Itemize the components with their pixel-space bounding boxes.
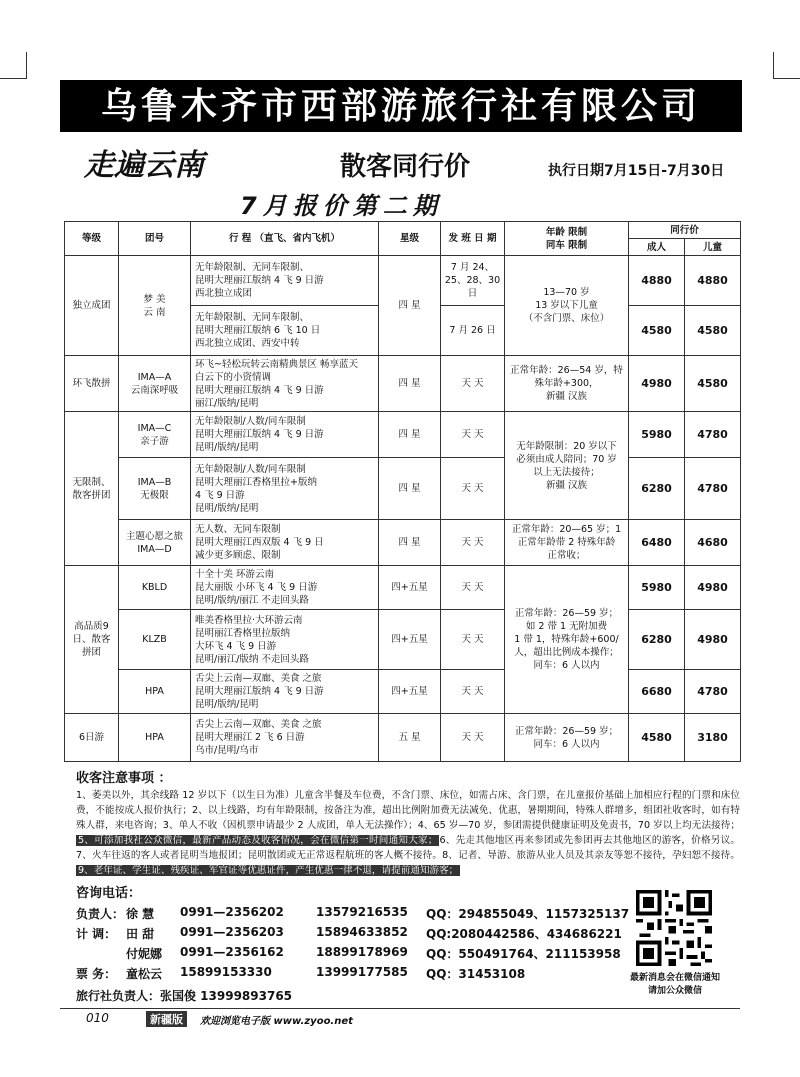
execution-date: 执行日期7月15日-7月30日 [548, 163, 725, 179]
age-cell: 正常年龄：26—54 岁，特 殊年龄+300， 新疆 汉族 [505, 356, 629, 412]
group-cell: IMA—A 云南深呼吸 [119, 356, 191, 412]
footer-slogan: 欢迎浏览电子版 www.zyoo.net [200, 1016, 353, 1027]
company-banner: 乌鲁木齐市西部游旅行社有限公司 [60, 80, 742, 132]
issue-title: 7月报价第二期 [240, 192, 443, 220]
adult-price: 5980 [629, 412, 685, 458]
header-adult: 成人 [629, 239, 685, 256]
route-cell: 十全十美 环游云南 昆大丽版 小环飞 4 飞 9 日游 昆明/版纳/丽江 不走回头路 [191, 566, 379, 610]
table-row [65, 356, 741, 412]
group-cell: HPA [119, 714, 191, 762]
contact-row: 计 调： 田 甜 0991—2356203 15894633852 QQ:2080442586、434686221 [76, 925, 622, 941]
star-cell: 四 星 [379, 520, 441, 566]
depart-cell: 天 天 [441, 670, 505, 714]
contact-title: 咨询电话： [76, 886, 142, 901]
grade-cell: 无限制、散客拼团 [65, 412, 119, 566]
adult-price: 6480 [629, 520, 685, 566]
crop-mark-right [773, 52, 800, 79]
child-price: 4880 [685, 256, 741, 306]
header-star: 星级 [379, 222, 441, 256]
table-row [65, 566, 741, 610]
notes-body: 1、萎美以外，其余线路 12 岁以下（以生日为准）儿童含半餐及车位费，不含门票、床位，如需占床、含门票，在儿童报价基础上加相应行程的门票和床位费，不能按成人报价执行；2、以上线路，均有年龄限制，按备注为准，超出比例附加费无法减免、优惠，暑期期间，特殊人群增多，组团社收客时，如有特殊人群，来电咨询；3、单人不收（因机票申请最少 2 人成团，单人无法操作）；4、65 岁—70 岁，参团需提供健康证明及免责书，70 岁以上均无法接待；5、可添加我社公众微信，最新产品动态及收客情况，会在微信第一时间通知大家； 6、先走其他地区再来参团或先参团再去其他地区的游客，价格另议。7、火车往返的客人或者昆明当地报团；昆明散团或无正常返程航班的客人概不接待。8、记者、导游、旅游从业人员及其亲友等恕不接待，孕妇恕不接待。9、老年证、学生证、残疾证、军官证等优惠证件，产生优惠一律不退，请提前通知游客； [76, 790, 741, 876]
group-cell: 梦 美 云 南 [119, 256, 191, 356]
table-row [65, 520, 741, 566]
header-route: 行 程 （直飞、省内飞机） [191, 222, 379, 256]
depart-cell: 天 天 [441, 714, 505, 762]
depart-cell: 天 天 [441, 520, 505, 566]
child-price: 4580 [685, 356, 741, 412]
route-cell: 无年龄限制/人数/同车限制 昆明大理丽江版纳 4 飞 9 日游 昆明/版纳/昆明 [191, 412, 379, 458]
header-group: 团号 [119, 222, 191, 256]
adult-price: 4580 [629, 306, 685, 356]
agency-leader: 旅行社负责人：张国俊 13999893765 [76, 989, 293, 1003]
group-cell: KBLD [119, 566, 191, 610]
depart-cell: 天 天 [441, 566, 505, 610]
route-cell: 无人数、无同车限制 昆明大理丽江西双版 4 飞 9 日 减少更多顾虑、限制 [191, 520, 379, 566]
adult-price: 4880 [629, 256, 685, 306]
adult-price: 6280 [629, 610, 685, 670]
grade-cell: 高品质9日、散客拼团 [65, 566, 119, 714]
table-row [65, 610, 741, 670]
adult-price: 6280 [629, 458, 685, 520]
child-price: 3180 [685, 714, 741, 762]
header-child: 儿童 [685, 239, 741, 256]
child-price: 4780 [685, 412, 741, 458]
route-cell: 舌尖上云南—双廊、美食 之旅 昆明大理丽江 2 飞 6 日游 乌市/昆明/乌市 [191, 714, 379, 762]
star-cell: 四 星 [379, 458, 441, 520]
page-footer [60, 1008, 740, 1027]
header-price: 同行价 [629, 222, 741, 239]
header-age: 年龄 限制 同车 限制 [505, 222, 629, 256]
grade-cell: 环飞散拼 [65, 356, 119, 412]
route-cell: 舌尖上云南—双廊、美食 之旅 昆明大理丽江版纳 4 飞 9 日游 昆明/版纳/昆明 [191, 670, 379, 714]
table-row [65, 458, 741, 520]
group-cell: KLZB [119, 610, 191, 670]
page-title: 走遍云南 [84, 148, 204, 183]
header-depart: 发 班 日 期 [441, 222, 505, 256]
star-cell: 四+五星 [379, 670, 441, 714]
adult-price: 4980 [629, 356, 685, 412]
route-cell: 无年龄限制、无同车限制、 昆明大理丽江版纳 6 飞 10 日 西北独立成团、西安中转 [191, 306, 379, 356]
adult-price: 5980 [629, 566, 685, 610]
notes-highlight: 9、老年证、学生证、残疾证、军官证等优惠证件，产生优惠一律不退，请提前通知游客； [78, 865, 459, 876]
star-cell: 五 星 [379, 714, 441, 762]
depart-cell: 天 天 [441, 412, 505, 458]
header-grade: 等级 [65, 222, 119, 256]
group-cell: IMA—B 无极限 [119, 458, 191, 520]
depart-cell: 7 月 24、25、28、30日 [441, 256, 505, 306]
table-row [65, 256, 741, 306]
star-cell: 四 星 [379, 256, 441, 356]
star-cell: 四 星 [379, 412, 441, 458]
child-price: 4780 [685, 458, 741, 520]
notes-title: 收客注意事项 ： [76, 771, 172, 786]
contact-row: 负责人： 徐 慧 0991—2356202 13579216535 QQ：294855049、1157325137 [76, 905, 630, 921]
child-price: 4580 [685, 306, 741, 356]
table-row [65, 714, 741, 762]
contact-row: 付妮娜 0991—2356162 18899178969 QQ：550491764、211153958 [126, 945, 621, 961]
adult-price: 6680 [629, 670, 685, 714]
group-cell: HPA [119, 670, 191, 714]
contact-row: 票 务： 童松云 15899153330 13999177585 QQ：31453108 [76, 965, 526, 981]
crop-mark-left [0, 52, 27, 79]
route-cell: 无年龄限制/人数/同车限制 昆明大理丽江香格里拉+版纳 4 飞 9 日游 昆明/版纳/昆明 [191, 458, 379, 520]
qr-code-icon [636, 890, 712, 966]
age-cell: 正常年龄：26—59 岁； 同车：6 人以内 [505, 714, 629, 762]
child-price: 4680 [685, 520, 741, 566]
page-number: 010 [86, 1011, 109, 1025]
table-row [65, 412, 741, 458]
age-cell: 正常年龄：20—65 岁；1 正常年龄带 2 特殊年龄 正常收； [505, 520, 629, 566]
age-cell: 13—70 岁 13 岁以下儿童 （不含门票、床位） [505, 256, 629, 356]
grade-cell: 独立成团 [65, 256, 119, 356]
depart-cell: 天 天 [441, 356, 505, 412]
child-price: 4780 [685, 670, 741, 714]
depart-cell: 天 天 [441, 610, 505, 670]
star-cell: 四+五星 [379, 610, 441, 670]
route-cell: 唯美香格里拉·大环游云南 昆明丽江香格里拉版纳 大环飞 4 飞 9 日游 昆明/丽江/版纳 不走回头路 [191, 610, 379, 670]
depart-cell: 天 天 [441, 458, 505, 520]
grade-cell: 6日游 [65, 714, 119, 762]
route-cell: 无年龄限制、无同车限制、 昆明大理丽江版纳 4 飞 9 日游 西北独立成团 [191, 256, 379, 306]
child-price: 4980 [685, 610, 741, 670]
notes-highlight: 5、可添加我社公众微信，最新产品动态及收客情况，会在微信第一时间通知大家； [78, 835, 438, 846]
age-cell: 无年龄限制：20 岁以下 必须由成人陪同；70 岁 以上无法接待； 新疆 汉族 [505, 412, 629, 520]
table-row [65, 670, 741, 714]
star-cell: 四 星 [379, 356, 441, 412]
contact-section [76, 882, 636, 1004]
group-cell: IMA—C 亲子游 [119, 412, 191, 458]
price-table [64, 221, 741, 762]
age-cell: 正常年龄：26—59 岁； 如 2 带 1 无附加费 1 带 1，特殊年龄+600/ 人，超出比例成本操作； 同车：6 人以内 [505, 566, 629, 714]
depart-cell: 7 月 26 日 [441, 306, 505, 356]
price-type: 散客同行价 [340, 152, 471, 182]
route-cell: 环飞~轻松玩转云南精典景区 畅享蓝天 白云下的小资情调 昆明大理丽江版纳 4 飞 9 日游 丽江/版纳/昆明 [191, 356, 379, 412]
qr-caption: 最新消息会在微信通知 请加公众微信 [629, 973, 720, 996]
edition-tag: 新疆版 [146, 1011, 187, 1027]
child-price: 4980 [685, 566, 741, 610]
adult-price: 4580 [629, 714, 685, 762]
group-cell: 主题心愿之旅 IMA—D [119, 520, 191, 566]
notes-section [76, 767, 740, 878]
star-cell: 四+五星 [379, 566, 441, 610]
